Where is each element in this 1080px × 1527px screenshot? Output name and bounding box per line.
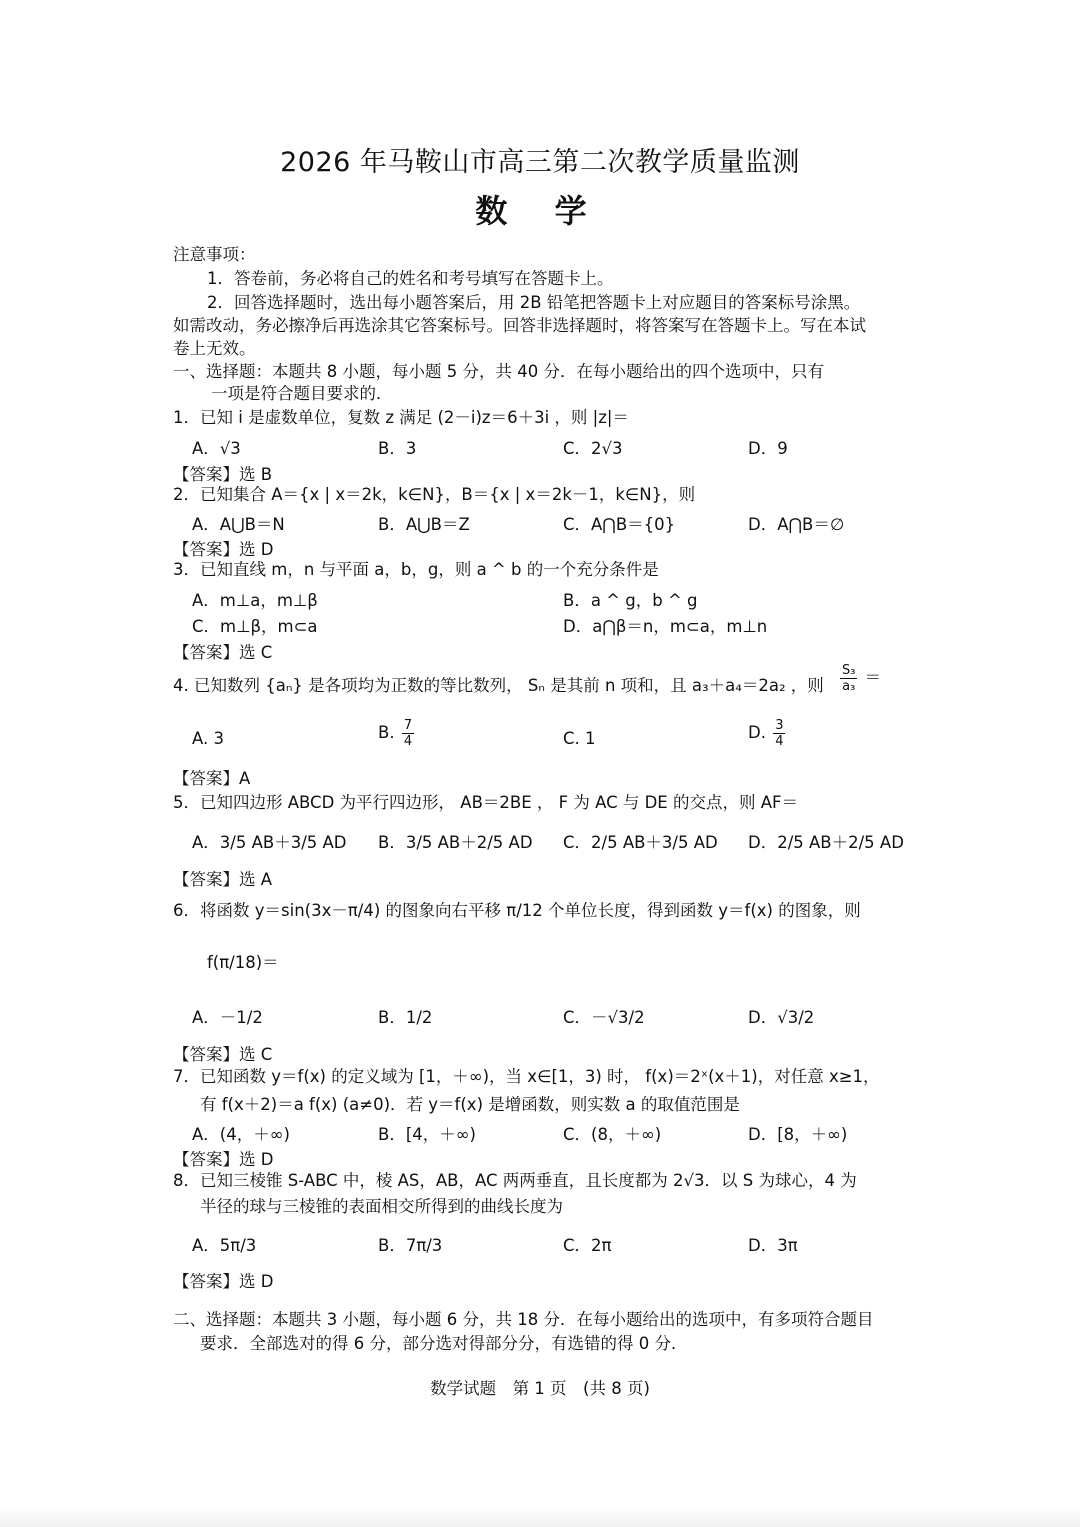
q3-option-d: D．a⋂β＝n，m⊂a，m⊥n xyxy=(563,617,768,636)
q7-option-a: A．(4，＋∞) xyxy=(192,1125,290,1144)
q7-stem-line-2: 有 f(x＋2)＝a f(x) (a≠0)．若 y＝f(x) 是增函数，则实数 a 的取值范围是 xyxy=(200,1095,740,1114)
q5-option-a: A．3/5 AB＋3/5 AD xyxy=(192,833,347,852)
note-2-line-1: 2．回答选择题时，选出每小题答案后，用 2B 铅笔把答题卡上对应题目的答案标号涂黑。 xyxy=(207,293,861,312)
q4-option-d xyxy=(748,718,787,749)
q6-stem-line-2: f(π/18)＝ xyxy=(207,953,279,972)
q4-fraction xyxy=(838,663,881,694)
q6-option-a: A．－1/2 xyxy=(192,1008,263,1027)
page-title: 2026 年马鞍山市高三第二次教学质量监测 xyxy=(280,147,800,178)
q1-option-a: A．√3 xyxy=(192,439,241,458)
q1-option-c: C．2√3 xyxy=(563,439,623,458)
subject-title: 数 学 xyxy=(475,192,605,230)
section-1-line-2: 一项是符合题目要求的． xyxy=(211,384,393,403)
q4-option-b-den: 4 xyxy=(403,734,413,749)
q5-option-d: D．2/5 AB＋2/5 AD xyxy=(748,833,904,852)
q2-option-d: D．A⋂B＝∅ xyxy=(748,515,845,534)
q3-stem: 3．已知直线 m，n 与平面 a，b，g，则 a ^ b 的一个充分条件是 xyxy=(173,560,659,579)
note-2-line-3: 卷上无效。 xyxy=(173,339,256,358)
q4-option-c: C. 1 xyxy=(563,729,596,748)
q4-option-b-num: 7 xyxy=(403,718,413,733)
q3-option-b: B．a ^ g，b ^ g xyxy=(563,591,698,610)
q4-equals: ＝ xyxy=(864,668,882,687)
q4-answer: 【答案】A xyxy=(173,769,251,788)
section-1-line-1: 一、选择题：本题共 8 小题，每小题 5 分，共 40 分．在每小题给出的四个选项中，只有 xyxy=(173,362,824,381)
q4-option-b xyxy=(378,718,416,749)
q1-option-d: D．9 xyxy=(748,439,788,458)
q2-option-b: B．A⋃B＝Z xyxy=(378,515,470,534)
q8-option-d: D．3π xyxy=(748,1236,798,1255)
q1-option-b: B．3 xyxy=(378,439,417,458)
q6-option-d: D．√3/2 xyxy=(748,1008,815,1027)
q4-option-b-label: B. xyxy=(378,723,395,742)
q5-answer: 【答案】选 A xyxy=(173,870,273,889)
section-2-line-1: 二、选择题：本题共 3 小题，每小题 6 分，共 18 分．在每小题给出的选项中，有多项符合题目 xyxy=(173,1310,874,1329)
q5-stem: 5．已知四边形 ABCD 为平行四边形， AB＝2BE ， F 为 AC 与 DE 的交点，则 AF＝ xyxy=(173,793,799,812)
q8-stem-line-2: 半径的球与三棱锥的表面相交所得到的曲线长度为 xyxy=(200,1197,563,1216)
q6-stem-line-1: 6．将函数 y＝sin(3x－π/4) 的图象向右平移 π/12 个单位长度，得到函数 y＝f(x) 的图象，则 xyxy=(173,901,861,920)
q4-stem: 4. 已知数列 {aₙ} 是各项均为正数的等比数列， Sₙ 是其前 n 项和，且 a₃＋a₄＝2a₂ ，则 xyxy=(173,676,824,695)
q4-frac-denominator: a₃ xyxy=(842,679,856,694)
q8-option-a: A．5π/3 xyxy=(192,1236,257,1255)
q7-answer: 【答案】选 D xyxy=(173,1150,274,1169)
q3-option-a: A．m⊥a，m⊥β xyxy=(192,591,318,610)
page-footer: 数学试题 第 1 页 (共 8 页) xyxy=(430,1379,650,1398)
q4-option-d-den: 4 xyxy=(775,734,784,749)
q7-option-c: C．(8，＋∞) xyxy=(563,1125,662,1144)
q3-option-c: C．m⊥β，m⊂a xyxy=(192,617,318,636)
q8-option-c: C．2π xyxy=(563,1236,612,1255)
q5-option-b: B．3/5 AB＋2/5 AD xyxy=(378,833,533,852)
note-2-line-2: 如需改动，务必擦净后再选涂其它答案标号。回答非选择题时，将答案写在答题卡上。写在本试 xyxy=(173,316,866,335)
q4-option-a: A. 3 xyxy=(192,729,224,748)
q2-answer: 【答案】选 D xyxy=(173,540,274,559)
q4-option-d-label: D. xyxy=(748,723,766,742)
q6-option-c: C．－√3/2 xyxy=(563,1008,645,1027)
q4-option-d-num: 3 xyxy=(775,718,784,733)
q8-answer: 【答案】选 D xyxy=(173,1272,274,1291)
q4-frac-numerator: S₃ xyxy=(842,663,856,678)
q5-option-c: C．2/5 AB＋3/5 AD xyxy=(563,833,718,852)
q2-option-a: A．A⋃B＝N xyxy=(192,515,285,534)
q6-option-b: B．1/2 xyxy=(378,1008,433,1027)
q7-option-b: B．[4，＋∞) xyxy=(378,1125,476,1144)
section-2-line-2: 要求．全部选对的得 6 分，部分选对得部分分，有选错的得 0 分． xyxy=(200,1334,688,1353)
page-edge-shadow xyxy=(0,1505,1080,1527)
q2-stem: 2．已知集合 A＝{x | x＝2k，k∈N}，B＝{x | x＝2k－1，k∈N}，则 xyxy=(173,485,696,504)
q8-option-b: B．7π/3 xyxy=(378,1236,443,1255)
q3-answer: 【答案】选 C xyxy=(173,643,273,662)
q8-stem-line-1: 8．已知三棱锥 S-ABC 中，棱 AS，AB，AC 两两垂直，且长度都为 2√3．以 S 为球心，4 为 xyxy=(173,1171,857,1190)
q2-option-c: C．A⋂B＝{0} xyxy=(563,515,676,534)
q1-answer: 【答案】选 B xyxy=(173,465,273,484)
notes-heading: 注意事项： xyxy=(173,245,256,264)
q6-answer: 【答案】选 C xyxy=(173,1045,273,1064)
q7-option-d: D．[8，＋∞) xyxy=(748,1125,848,1144)
q7-stem-line-1: 7．已知函数 y＝f(x) 的定义域为 [1，＋∞)，当 x∈[1，3) 时， f(x)＝2ˣ(x＋1)，对任意 x≥1， xyxy=(173,1067,880,1086)
q1-stem: 1．已知 i 是虚数单位，复数 z 满足 (2－i)z＝6＋3i ，则 |z|＝ xyxy=(173,408,629,427)
note-1: 1．答卷前，务必将自己的姓名和考号填写在答题卡上。 xyxy=(207,269,614,288)
